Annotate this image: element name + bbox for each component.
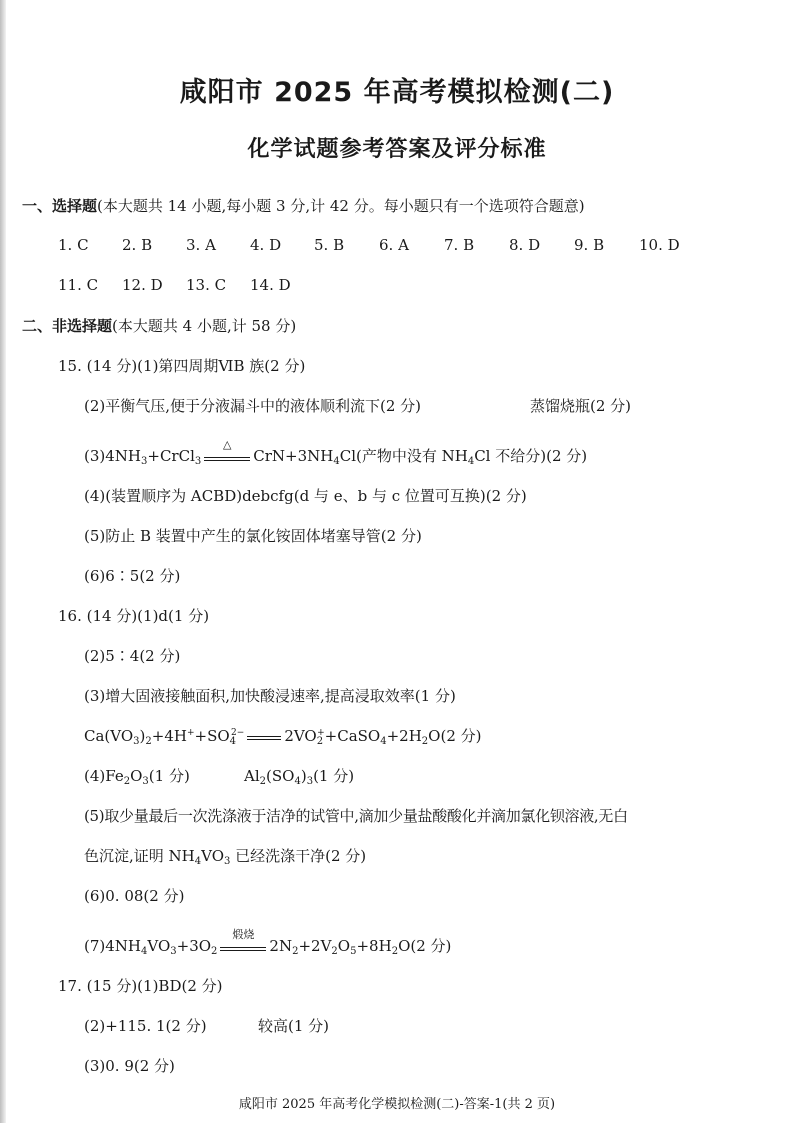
q16-line4b <box>244 766 354 786</box>
q16-eq-part: O(2 分) <box>428 727 482 745</box>
subscript: 4 <box>380 736 387 747</box>
answer-1: 1. C <box>58 236 89 254</box>
q16-line1: 16. (14 分)(1)d(1 分) <box>58 607 210 625</box>
q16-eq-part: +3O <box>176 937 212 955</box>
subscript: 3 <box>224 856 231 867</box>
answer-4: 4. D <box>250 236 282 254</box>
subscript: 3 <box>194 456 202 467</box>
subscript: 2 <box>259 776 267 787</box>
subscript: 3 <box>141 456 148 467</box>
subscript: 2 <box>292 946 299 957</box>
answer-6: 6. A <box>379 236 409 254</box>
q16-text-part: (1 分) <box>313 767 355 785</box>
section1-desc: (本大题共 14 小题,每小题 3 分,计 42 分。每小题只有一个选项符合题意) <box>97 197 585 215</box>
subscript: 2 <box>211 946 218 957</box>
q17-line3: (3)0. 9(2 分) <box>84 1057 175 1075</box>
equals-sign-icon <box>245 727 283 747</box>
answer-12: 12. D <box>122 276 163 294</box>
calcination-arrow-icon <box>218 928 268 957</box>
page-title: 咸阳市 2025 年高考模拟检测(二) <box>179 77 615 108</box>
q16-eq-part: +4H <box>151 727 187 745</box>
page-footer: 咸阳市 2025 年高考化学模拟检测(二)-答案-1(共 2 页) <box>238 1097 556 1112</box>
answer-3: 3. A <box>186 236 216 254</box>
q15-line3-equation <box>84 438 588 467</box>
subscript: 5 <box>350 946 357 957</box>
subscript: 3 <box>306 776 314 787</box>
answer-2: 2. B <box>122 236 153 254</box>
q16-eq-part: O <box>337 937 351 955</box>
q16-line4a <box>84 766 190 786</box>
subscript: 2 <box>316 736 324 747</box>
subscript: 4 <box>229 736 237 747</box>
q16-eq-part: +8H <box>356 937 392 955</box>
q16-text-part: 已经洗涤干净(2 分) <box>230 847 367 865</box>
heating-arrow-icon <box>202 438 252 467</box>
subscript: 4 <box>333 456 340 467</box>
q15-line5: (5)防止 B 装置中产生的氯化铵固体堵塞导管(2 分) <box>84 527 422 545</box>
subscript: 4 <box>467 456 475 467</box>
answer-14: 14. D <box>250 276 291 294</box>
q15-eq-part: Cl 不给分)(2 分) <box>474 447 588 465</box>
q16-eq-part: (7)4NH <box>84 937 141 955</box>
subscript: 2 <box>391 946 399 957</box>
answer-10: 10. D <box>639 236 680 254</box>
q15-line2a: (2)平衡气压,便于分液漏斗中的液体顺利流下(2 分) <box>84 397 422 415</box>
reaction-condition: 煅烧 <box>232 928 255 941</box>
q15-line6: (6)6∶5(2 分) <box>84 567 181 585</box>
q15-eq-part: CrN+3NH <box>253 447 334 465</box>
q16-eq-part: 2VO <box>284 727 317 745</box>
answer-11: 11. C <box>58 276 99 294</box>
q16-text-part: 色沉淀,证明 NH <box>84 847 195 865</box>
section1-heading-line <box>22 196 585 216</box>
q15-line1: 15. (14 分)(1)第四周期ⅥB 族(2 分) <box>58 357 306 375</box>
section2-heading-line <box>22 316 296 336</box>
subscript: 3 <box>142 776 149 787</box>
q16-line3: (3)增大固液接触面积,加快酸浸速率,提高浸取效率(1 分) <box>84 687 456 705</box>
subscript: 4 <box>194 856 202 867</box>
superscript: 2− <box>231 728 245 738</box>
q16-eq-part: +SO <box>194 727 230 745</box>
q16-line6: (6)0. 08(2 分) <box>84 887 185 905</box>
q15-line2b: 蒸馏烧瓶(2 分) <box>530 397 632 415</box>
q17-line2b: 较高(1 分) <box>258 1017 330 1035</box>
q16-line2: (2)5∶4(2 分) <box>84 647 181 665</box>
q16-eq-part: +CaSO <box>324 727 381 745</box>
q15-eq-part: Cl(产物中没有 NH <box>339 447 468 465</box>
q16-eq-part: VO <box>147 937 171 955</box>
section2-heading: 二、非选择题 <box>22 317 113 335</box>
section2-desc: (本大题共 4 小题,计 58 分) <box>112 317 297 335</box>
q16-text-part: (1 分) <box>148 767 190 785</box>
answer-9: 9. B <box>574 236 605 254</box>
q16-line5: (5)取少量最后一次洗涤液于洁净的试管中,滴加少量盐酸酸化并滴加氯化钡溶液,无白 <box>84 807 628 825</box>
q16-line5b <box>84 846 366 866</box>
section1-heading: 一、选择题 <box>22 197 98 215</box>
q16-eq-part: O(2 分) <box>398 937 452 955</box>
q17-line2a: (2)+115. 1(2 分) <box>84 1017 207 1035</box>
q16-text-part: VO <box>201 847 224 865</box>
q16-eq-part: 2N <box>269 937 293 955</box>
subscript: 4 <box>294 776 301 787</box>
q15-eq-part: +CrCl <box>147 447 195 465</box>
q16-text-part: (4)Fe <box>84 767 124 785</box>
superscript: + <box>317 728 325 738</box>
subscript: 3 <box>133 736 140 747</box>
q16-eq-part: Ca(VO <box>84 727 134 745</box>
q16-equation <box>84 726 482 747</box>
q16-eq-part: +2V <box>298 937 332 955</box>
answer-5: 5. B <box>314 236 345 254</box>
subscript: 4 <box>141 946 148 957</box>
subscript: 2 <box>331 946 338 957</box>
q16-text-part: O <box>130 767 143 785</box>
subscript: 2 <box>123 776 131 787</box>
q16-line7-equation <box>84 928 452 957</box>
reaction-condition: △ <box>223 438 232 451</box>
q16-text-part: (SO <box>266 767 295 785</box>
q15-line4: (4)(装置顺序为 ACBD)debcfg(d 与 e、b 与 c 位置可互换)(2 分) <box>84 487 527 505</box>
answer-7: 7. B <box>444 236 475 254</box>
q16-text-part: ) <box>300 767 307 785</box>
subscript: 3 <box>170 946 177 957</box>
q16-eq-part: +2H <box>386 727 422 745</box>
answer-13: 13. C <box>186 276 227 294</box>
subscript: 2 <box>145 736 152 747</box>
q16-text-part: Al <box>244 767 260 785</box>
q15-eq-part: (3)4NH <box>84 447 141 465</box>
answer-8: 8. D <box>509 236 541 254</box>
superscript: + <box>186 728 195 738</box>
q16-eq-part: ) <box>139 727 146 745</box>
subscript: 2 <box>421 736 429 747</box>
q17-line1: 17. (15 分)(1)BD(2 分) <box>58 977 223 995</box>
page-edge-shadow <box>0 0 6 1123</box>
page-subtitle: 化学试题参考答案及评分标准 <box>247 137 547 162</box>
